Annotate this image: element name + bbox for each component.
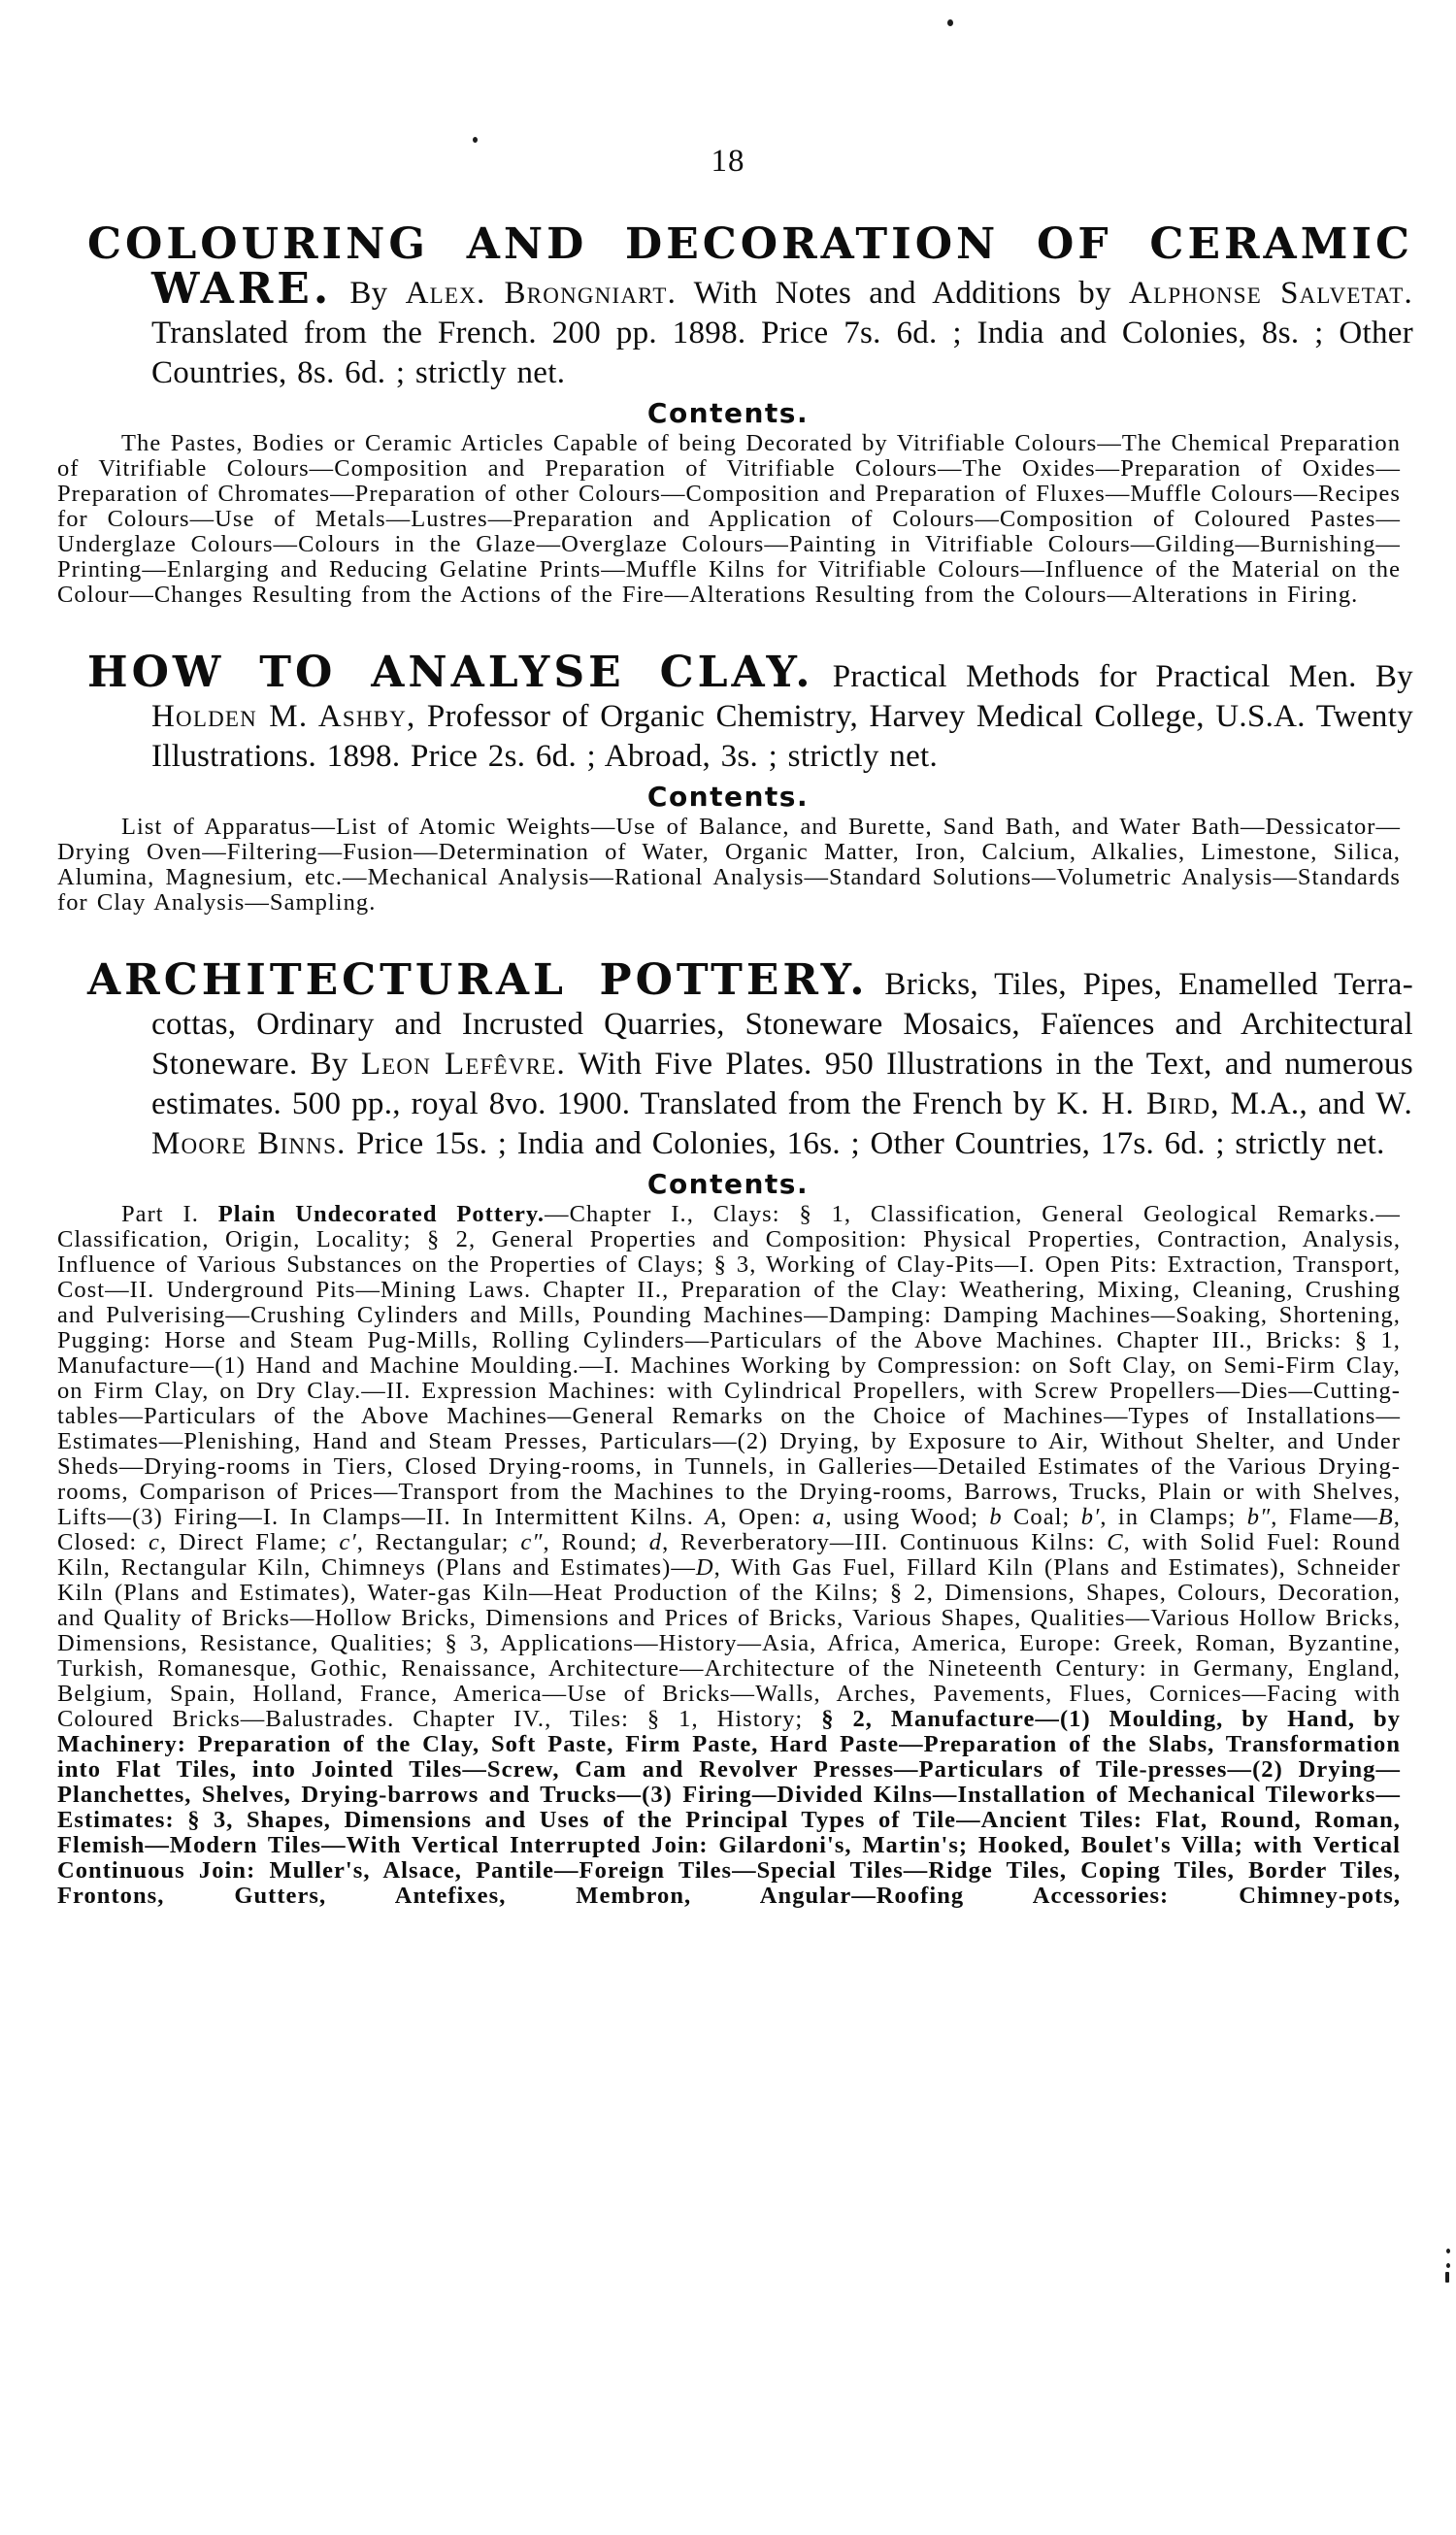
book-entry-how-to-analyse-clay (0, 648, 1456, 916)
contents-paragraph: List of Apparatus—List of Atomic Weights—Use of Balance, and Burette, Sand Bath, and Water Bath—Dessicator—Drying Oven—Filtering—Fusion—Determination of Water, Organic Matter, Iron, Calcium, Alkalies, Limestone, Silica, Alumina, Magnesium, etc.—Mechanical Analysis—Rational Analysis—Standard Solutions—Volumetric Analysis—Standards for Clay Analysis—Sampling. (57, 814, 1401, 916)
contents-paragraph: Part I. Plain Undecorated Pottery.—Chapter I., Clays: § 1, Classification, General Geological Remarks.—Classification, Origin, Locality; § 2, General Properties and Composition: Physical Properties, Contraction, Analysis, Influence of Various Substances on the Properties of Clays; § 3, Working of Clay-Pits—I. Open Pits: Extraction, Transport, Cost—II. Underground Pits—Mining Laws. Chapter II., Preparation of the Clay: Weathering, Mixing, Cleaning, Crushing and Pulverising—Crushing Cylinders and Mills, Pounding Machines—Damping: Damping Machines—Soaking, Shortening, Pugging: Horse and Steam Pug-Mills, Rolling Cylinders—Particulars of the Above Machines. Chapter III., Bricks: § 1, Manufacture—(1) Hand and Machine Moulding.—I. Machines Working by Compression: on Soft Clay, on Semi-Firm Clay, on Firm Clay, on Dry Clay.—II. Expression Machines: with Cylindrical Propellers, with Screw Propellers—Dies—Cutting-tables—Particulars of the Above Machines—General Remarks on the Choice of Machines—Types of Installations—Estimates—Plenishing, Hand and Steam Presses, Particulars—(2) Drying, by Exposure to Air, Without Shelter, and Under Sheds—Drying-rooms in Tiers, Closed Drying-rooms, in Tunnels, in Galleries—Detailed Estimates of the Various Drying-rooms, Comparison of Prices—Transport from the Machines to the Drying-rooms, Barrows, Trucks, Plain or with Shelves, Lifts—(3) Firing—I. In Clamps—II. In Intermittent Kilns. A, Open: a, using Wood; b Coal; b′, in Clamps; b″, Flame—B, Closed: c, Direct Flame; c′, Rectangular; c″, Round; d, Reverberatory—III. Continuous Kilns: C, with Solid Fuel: Round Kiln, Rectangular Kiln, Chimneys (Plans and Estimates)—D, With Gas Fuel, Fillard Kiln (Plans and Estimates), Schneider Kiln (Plans and Estimates), Water-gas Kiln—Heat Production of the Kilns; § 2, Dimensions, Shapes, Colours, Decoration, and Quality of Bricks—Hollow Bricks, Dimensions and Prices of Bricks, Various Shapes, Qualities—Various Hollow Bricks, Dimensions, Resistance, Qualities; § 3, Applications—History—Asia, Africa, America, Europe: Greek, Roman, Byzantine, Turkish, Romanesque, Gothic, Renaissance, Architecture—Architecture of the Nineteenth Century: in Germany, England, Belgium, Spain, Holland, France, America—Use of Bricks—Walls, Arches, Pavements, Flues, Cornices—Facing with Coloured Bricks—Balustrades. Chapter IV., Tiles: § 1, History; § 2, Manufacture—(1) Moulding, by Hand, by Machinery: Preparation of the Clay, Soft Paste, Firm Paste, Hard Paste—Preparation of the Slabs, Transformation into Flat Tiles, into Jointed Tiles—Screw, Cam and Revolver Presses—Particulars of Tile-presses—(2) Drying—Planchettes, Shelves, Drying-barrows and Trucks—(3) Firing—Divided Kilns—Installation of Mechanical Tileworks—Estimates: § 3, Shapes, Dimensions and Uses of the Principal Types of Tile—Ancient Tiles: Flat, Round, Roman, Flemish—Modern Tiles—With Vertical Interrupted Join: Gilardoni's, Martin's; Hooked, Boulet's Villa; with Vertical Continuous Join: Muller's, Alsace, Pantile—Foreign Tiles—Special Tiles—Ridge Tiles, Coping Tiles, Border Tiles, Frontons, Gutters, Antefixes, Membron, Angular—Roofing Accessories: Chimney-pots, (57, 1201, 1402, 1909)
entry-heading: ARCHITECTURAL POTTERY. Bricks, Tiles, Pipes, Enamelled Terra-cottas, Ordinary and Incrusted Quarries, Stoneware Mosaics, Faïences and Architectural Stoneware. By Leon Lefêvre. With Five Plates. 950 Illustrations in the Text, and numerous estimates. 500 pp., royal 8vo. 1900. Translated from the French by K. H. Bird, M.A., and W. Moore Binns. Price 15s. ; India and Colonies, 16s. ; Other Countries, 17s. 6d. ; strictly net. (87, 955, 1414, 1161)
contents-paragraph: The Pastes, Bodies or Ceramic Articles Capable of being Decorated by Vitrifiable Colours—The Chemical Preparation of Vitrifiable Colours—Composition and Preparation of Vitrifiable Colours—The Oxides—Preparation of Oxides—Preparation of Chromates—Preparation of other Colours—Composition and Preparation of Fluxes—Muffle Colours—Recipes for Colours—Use of Metals—Lustres—Preparation and Application of Colours—Composition of Coloured Pastes—Underglaze Colours—Colours in the Glaze—Overglaze Colours—Painting in Vitrifiable Colours—Gilding—Burnishing—Printing—Enlarging and Reducing Gelatine Prints—Muffle Kilns for Vitrifiable Colours—Influence of the Material on the Colour—Changes Resulting from the Actions of the Fire—Alterations Resulting from the Colours—Alterations in Firing. (57, 430, 1401, 608)
contents-heading: Contents. (646, 397, 810, 429)
entry-heading: COLOURING AND DECORATION OF CERAMIC WARE. By Alex. Brongniart. With Notes and Additions by Alphonse Salvetat. Translated from the French. 200 pp. 1898. Price 7s. 6d. ; India and Colonies, 8s. ; Other Countries, 8s. 6d. ; strictly net. (87, 219, 1413, 390)
book-entry-colouring-and-decoration-of-ceramic-ware (0, 219, 1456, 608)
contents-heading: Contents. (646, 1168, 810, 1200)
ink-speck (473, 137, 478, 143)
ink-speck (1446, 2263, 1450, 2268)
contents-heading: Contents. (646, 781, 810, 813)
ink-speck (1445, 2272, 1449, 2283)
page-number: 18 (711, 144, 745, 179)
entry-heading: HOW TO ANALYSE CLAY. Practical Methods for Practical Men. By Holden M. Ashby, Professor of Organic Chemistry, Harvey Medical College, U.S.A. Twenty Illustrations. 1898. Price 2s. 6d. ; Abroad, 3s. ; strictly net. (87, 648, 1413, 774)
ink-speck (1446, 2249, 1450, 2253)
book-entry-architectural-pottery (0, 955, 1456, 1909)
ink-speck (947, 19, 953, 26)
